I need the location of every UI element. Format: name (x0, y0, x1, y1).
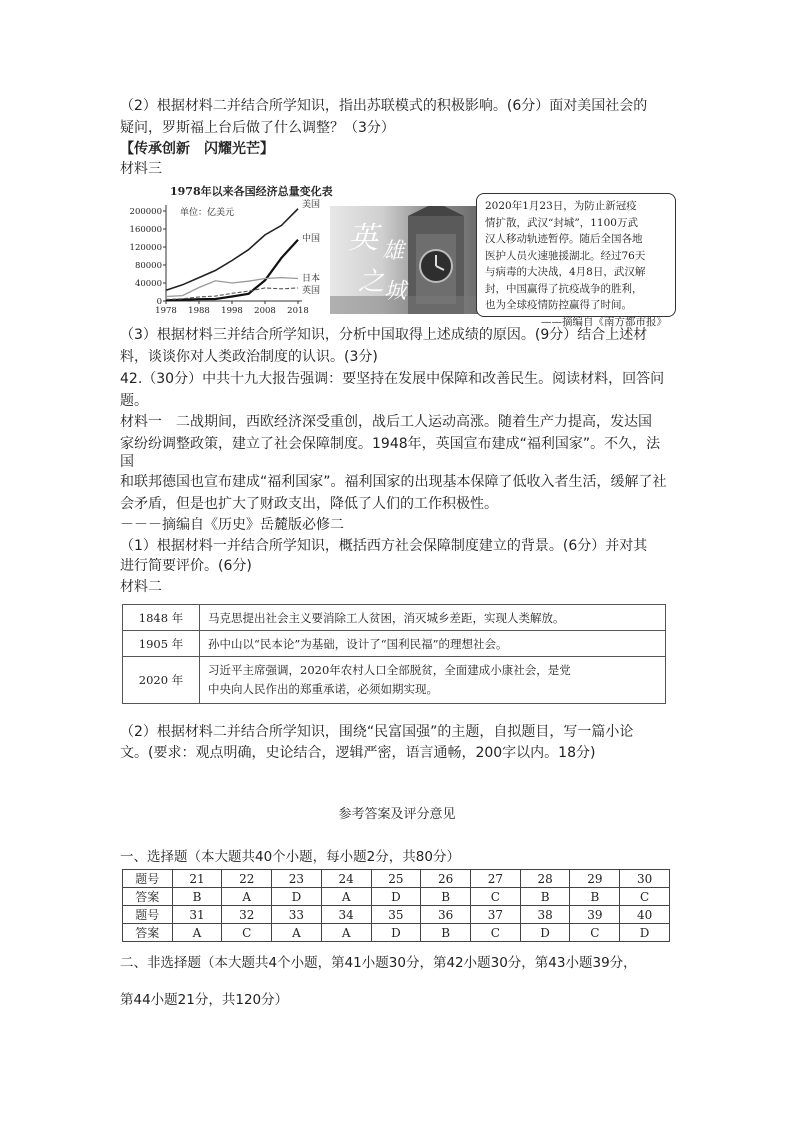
answer-cell: 40 (620, 906, 670, 924)
question-2-line2: 疑问，罗斯福上台后做了什么调整？（3分） (120, 120, 395, 136)
answer-cell: 21 (172, 870, 222, 888)
answer-cell: 31 (172, 906, 222, 924)
answer-cell: A (321, 924, 371, 942)
answer-cell: 39 (570, 906, 620, 924)
question-42-line1: 42.（30分）中共十九大报告强调：要坚持在发展中保障和改善民生。阅读材料，回答问 (120, 371, 665, 387)
wuhan-photo-art (330, 206, 480, 314)
material-3-label: 材料三 (120, 161, 162, 177)
question-42-2-line1: （2）根据材料二并结合所学知识，围绕“民富国强”的主题，自拟题目，写一篇小论 (120, 724, 634, 740)
answer-cell: 29 (570, 870, 620, 888)
answer-cell: 30 (620, 870, 670, 888)
event-cell: 马克思提出社会主义要消除工人贫困，消灭城乡差距，实现人类解放。 (200, 605, 666, 631)
answer-cell: C (471, 924, 521, 942)
photo-caption-char-4: 城 (384, 279, 407, 304)
quote-line: 情扩散，武汉“封城”，1100万武 (485, 216, 638, 229)
x-tick-label: 2018 (287, 306, 309, 315)
y-tick-label: 200000 (129, 207, 162, 217)
answer-cell: A (272, 924, 322, 942)
answer-cell: 34 (321, 906, 371, 924)
y-tick-label: 0 (156, 297, 162, 307)
answer-cell: B (421, 924, 471, 942)
event-text-line: 习近平主席强调，2020年农村人口全部脱贫，全面建成小康社会，是党 (208, 663, 571, 677)
answer-cell: C (570, 924, 620, 942)
photo-caption-char-1: 英 (348, 221, 378, 256)
answer-cell: 23 (272, 870, 322, 888)
answer-table-number-row (123, 906, 670, 924)
answer-cell: 26 (421, 870, 471, 888)
section-heading: 【传承创新 闪耀光芒】 (120, 141, 274, 157)
x-tick-label: 1988 (188, 306, 210, 315)
answer-cell: 38 (520, 906, 570, 924)
question-42-2-line2: 文。(要求：观点明确，史论结合，逻辑严密，语言通畅，200字以内。18分) (120, 745, 596, 761)
table-row (123, 631, 666, 657)
event-cell (200, 657, 666, 704)
answer-table-answer-row (123, 924, 670, 942)
y-tick-label: 80000 (134, 261, 162, 271)
material-1-line4: 和联邦德国也宣布建成“福利国家”。福利国家的出现基本保障了低收入者生活，缓解了社 (120, 474, 667, 490)
material-1-line2: 家纷纷调整政策，建立了社会保障制度。1948年，英国宣布建成“福利国家”。不久，法 (120, 436, 661, 452)
answer-cell: C (471, 888, 521, 906)
x-tick-label: 1978 (155, 306, 177, 315)
material-1-line3: 国 (120, 454, 134, 470)
answer-cell: B (520, 888, 570, 906)
row-label: 题号 (123, 906, 173, 924)
gdp-chart (122, 183, 333, 315)
unit-label: 单位：亿美元 (180, 208, 235, 218)
series-line-1 (166, 240, 298, 301)
material-2-label: 材料二 (120, 579, 162, 595)
year-cell: 1905 年 (123, 631, 200, 657)
answer-table-answer-row (123, 888, 670, 906)
answer-cell: 24 (321, 870, 371, 888)
answer-cell: 37 (471, 906, 521, 924)
event-cell: 孙中山以“民本论”为基础，设计了“国利民福”的理想社会。 (200, 631, 666, 657)
answer-cell: B (570, 888, 620, 906)
quote-line: 医护人员火速驰援湖北。经过76天 (485, 249, 646, 262)
quote-line: 与病毒的大决战，4月8日，武汉解 (485, 266, 646, 278)
quote-line: 也为全球疫情防控赢得了时间。 (485, 299, 632, 311)
answer-cell: A (222, 888, 272, 906)
row-label: 答案 (123, 924, 173, 942)
answer-cell: 33 (272, 906, 322, 924)
gdp-chart-svg (122, 183, 328, 315)
year-cell: 2020 年 (123, 657, 200, 704)
answer-cell: D (371, 888, 421, 906)
chart-title: 1978年以来各国经济总量变化表 (170, 185, 333, 198)
answer-cell: D (272, 888, 322, 906)
answer-cell: 32 (222, 906, 272, 924)
series-label: 美国 (302, 200, 321, 210)
question-42-1-line1: （1）根据材料一并结合所学知识，概括西方社会保障制度建立的背景。(6分）并对其 (120, 538, 648, 554)
part-2-heading-line2: 第44小题21分，共120分） (120, 992, 289, 1008)
answer-cell: 28 (520, 870, 570, 888)
answer-cell: C (222, 924, 272, 942)
x-tick-label: 2008 (254, 306, 276, 315)
answer-cell: D (620, 924, 670, 942)
quote-box (476, 193, 676, 328)
material-1-line5: 会矛盾，但是也扩大了财政支出，降低了人们的工作积极性。 (120, 496, 498, 512)
answer-table (122, 869, 670, 942)
row-label: 题号 (123, 870, 173, 888)
y-tick-label: 40000 (134, 279, 162, 289)
quote-line: 2020年1月23日，为防止新冠疫 (485, 200, 637, 212)
question-42-1-line2: 进行简要评价。(6分) (120, 558, 252, 574)
table-row (123, 605, 666, 631)
answer-cell: A (321, 888, 371, 906)
answer-cell: D (520, 924, 570, 942)
part-1-heading: 一、选择题（本大题共40个小题，每小题2分，共80分） (120, 849, 460, 865)
question-2-line1: （2）根据材料二并结合所学知识，指出苏联模式的积极影响。(6分）面对美国社会的 (120, 98, 648, 114)
answer-cell: C (620, 888, 670, 906)
answer-cell: A (172, 924, 222, 942)
row-label: 答案 (123, 888, 173, 906)
y-tick-label: 160000 (129, 225, 162, 235)
event-text-line: 中央向人民作出的郑重承诺，必须如期实现。 (208, 682, 438, 696)
answer-cell: B (421, 888, 471, 906)
answer-cell: 36 (421, 906, 471, 924)
y-tick-label: 120000 (129, 243, 162, 253)
quote-line: 汉人移动轨迹暂停。随后全国各地 (485, 233, 643, 245)
quote-source: ——摘编自《南方都市报》 (541, 315, 667, 328)
answer-title: 参考答案及评分意见 (338, 807, 456, 822)
answer-cell: 27 (471, 870, 521, 888)
answer-cell: 35 (371, 906, 421, 924)
table-row (123, 657, 666, 704)
year-cell: 1848 年 (123, 605, 200, 631)
question-3-line1: （3）根据材料三并结合所学知识，分析中国取得上述成绩的原因。(9分）结合上述材 (120, 327, 648, 343)
wuhan-photo (330, 206, 480, 314)
series-label: 英国 (302, 286, 321, 296)
answer-table-number-row (123, 870, 670, 888)
answer-cell: D (371, 924, 421, 942)
quote-line: 封，中国赢得了抗疫战争的胜利， (485, 282, 643, 295)
photo-caption-char-2: 雄 (382, 239, 405, 264)
material-2-table (122, 604, 666, 704)
question-3-line2: 料，谈谈你对人类政治制度的认识。(3分) (120, 349, 378, 365)
question-42-line2: 题。 (120, 393, 148, 409)
answer-cell: 25 (371, 870, 421, 888)
x-tick-label: 1998 (221, 306, 243, 315)
answer-cell: B (172, 888, 222, 906)
material-1-source: －－－摘编自《历史》岳麓版必修二 (120, 517, 344, 533)
material-1-line1: 材料一 二战期间，西欧经济深受重创，战后工人运动高涨。随着生产力提高，发达国 (120, 414, 652, 430)
series-label: 日本 (302, 274, 321, 284)
part-2-heading-line1: 二、非选择题（本大题共4个小题，第41小题30分，第42小题30分，第43小题39分， (120, 955, 637, 971)
answer-cell: 22 (222, 870, 272, 888)
series-label: 中国 (302, 234, 321, 244)
photo-caption-char-3: 之 (358, 267, 385, 297)
